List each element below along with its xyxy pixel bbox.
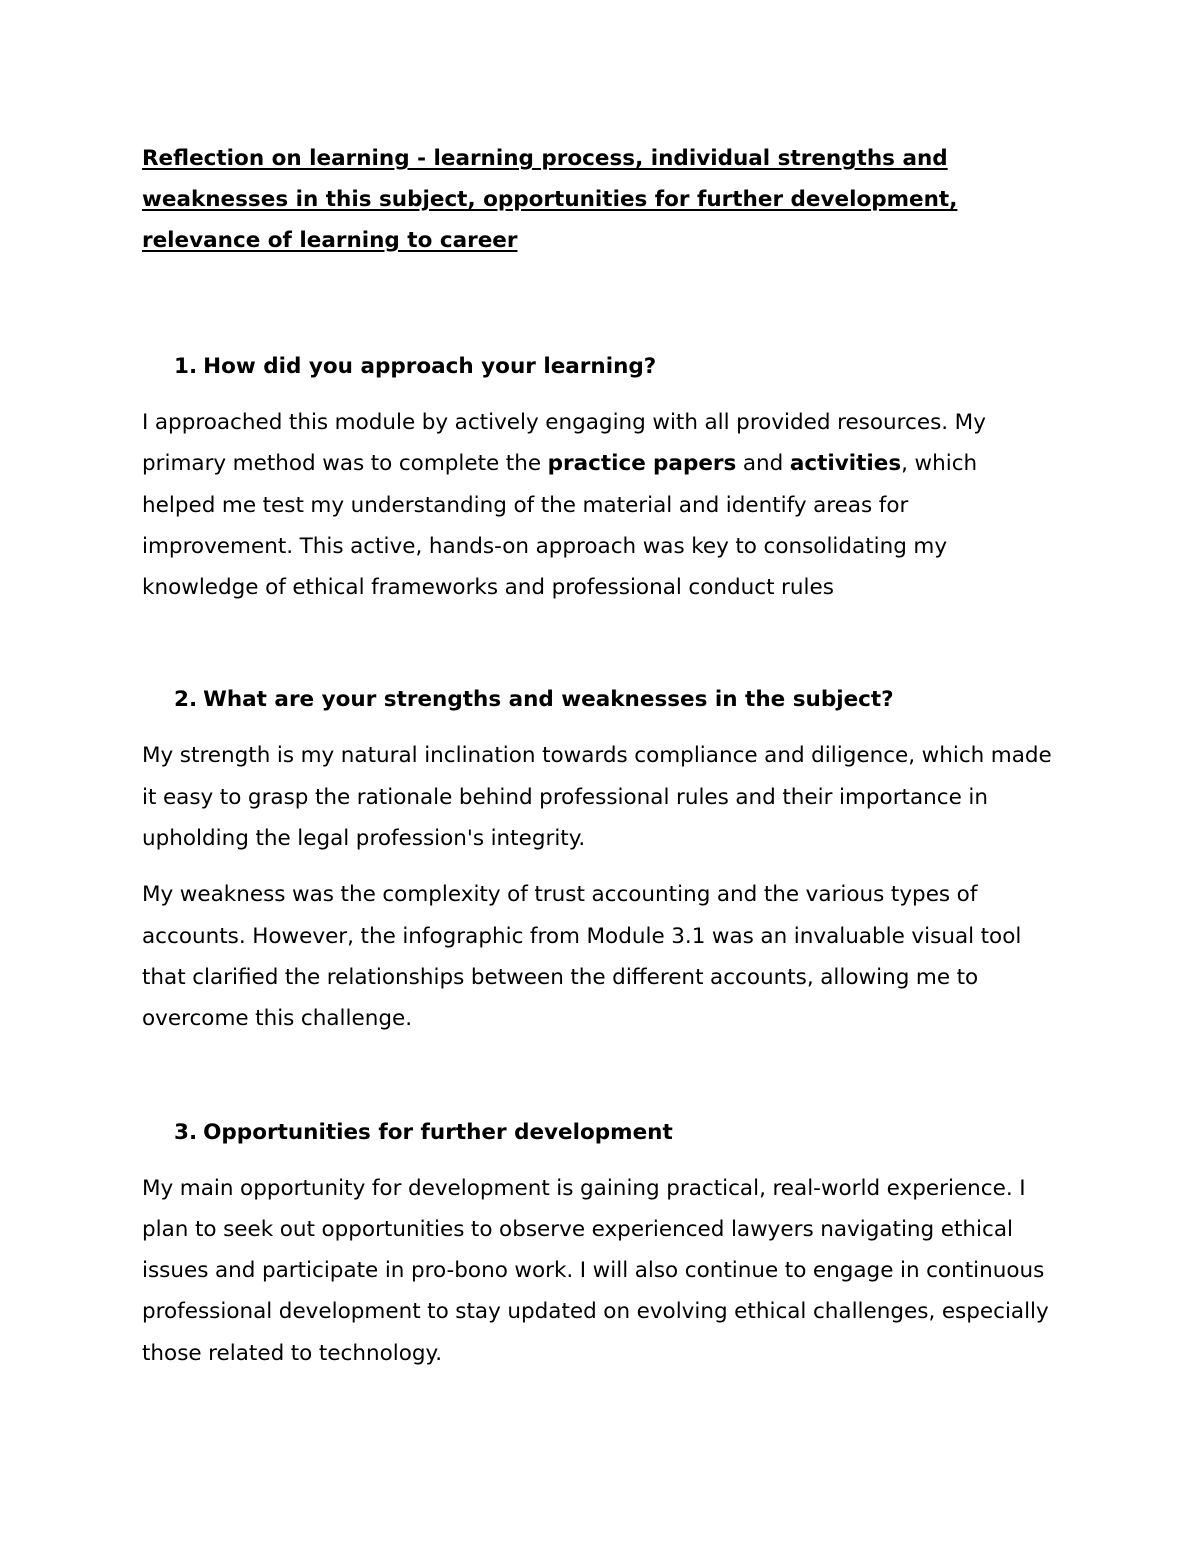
section-3-number: 3. — [174, 1119, 198, 1145]
section-1-heading-text: How did you approach your learning? — [203, 354, 657, 379]
section-3-paragraph: My main opportunity for development is gaining practical, real-world experience. I plan to seek out opportunities to observe experienced lawyers navigating ethical issues and participate in pro-bono work. I will also continue to engage in continuous professional development to stay updated on evolving ethical challenges, especially those related to technology. — [142, 1175, 1049, 1366]
section-3-heading — [142, 1113, 1072, 1153]
section-2-paragraph-2: My weakness was the complexity of trust accounting and the various types of accounts. However, the infographic from Module 3.1 was an invaluable visual tool that clarified the relationships between the different accounts, allowing me to overcome this challenge. — [142, 882, 1022, 1032]
section-1-bold-activities: activities — [789, 451, 902, 477]
section-3-heading-text: Opportunities for further development — [203, 1119, 673, 1145]
section-1-text-part-2: and — [736, 451, 790, 477]
section-2-paragraph-1: My strength is my natural inclination towards compliance and diligence, which made it easy to grasp the rationale behind professional rules and their importance in upholding the legal profession's integrity. — [142, 743, 1052, 852]
title-line-1: Reflection on learning - learning process, individual strengths and — [142, 146, 948, 171]
section-1-text-part-1: I approached this module by actively engaging with all provided resources. My primary method was to complete the — [142, 410, 986, 477]
title-line-3: relevance of learning to career — [142, 228, 518, 253]
section-1-heading — [142, 347, 1072, 387]
section-1-bold-practice-papers: practice papers — [547, 451, 737, 477]
section-1-text-part-3: , which helped me test my understanding of the material and identify areas for improvement. This active, hands-on approach was key to consolidating my knowledge of ethical frameworks and professional conduct rules — [142, 451, 978, 601]
section-2-heading-text: What are your strengths and weaknesses in the subject? — [203, 687, 894, 713]
section-1-number: 1. — [174, 354, 198, 379]
section-1-paragraph — [142, 402, 1032, 608]
document-page — [142, 138, 1072, 1374]
section-2-heading — [142, 680, 1072, 720]
title-line-2: weaknesses in this subject, opportunities for further development, — [142, 187, 958, 212]
section-2-number: 2. — [174, 687, 198, 713]
document-title — [142, 138, 1072, 261]
